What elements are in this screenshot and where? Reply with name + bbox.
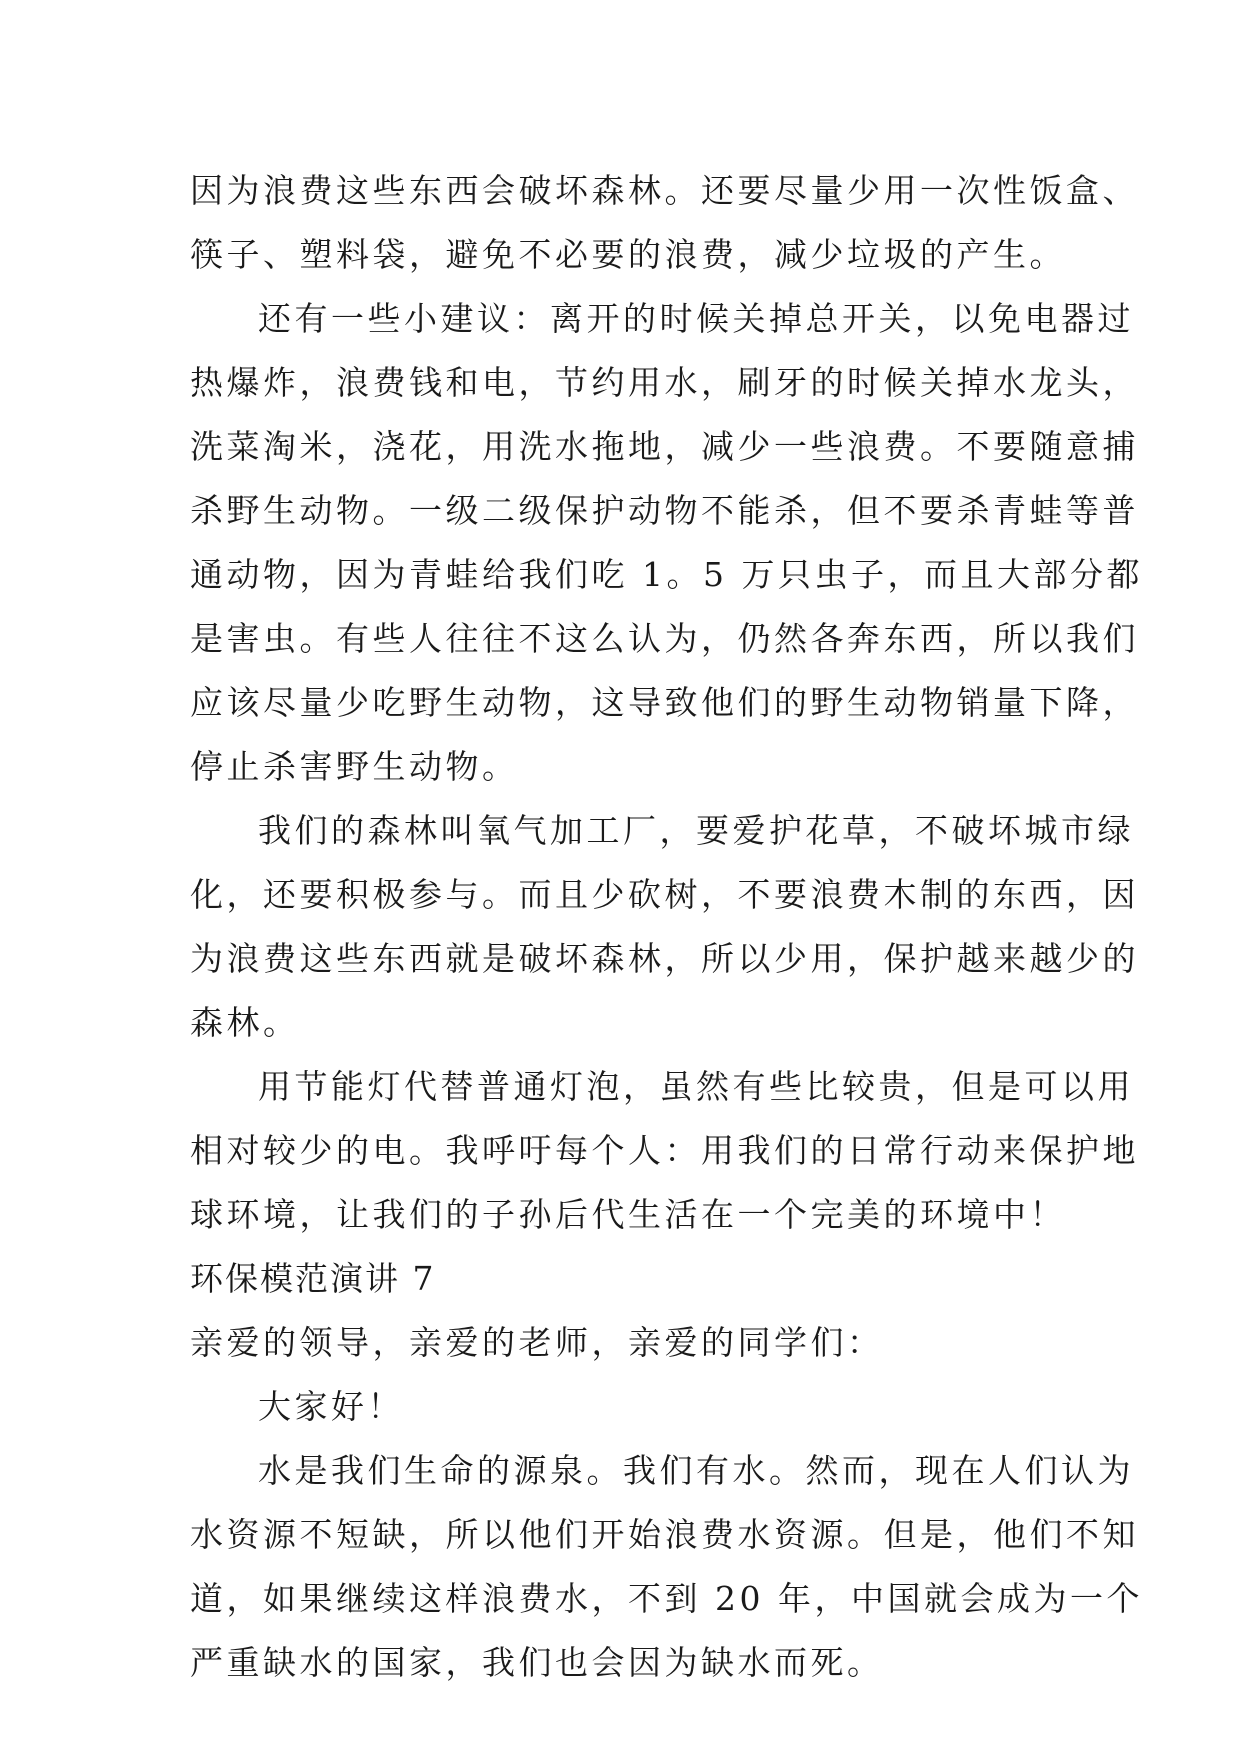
document-body (190, 159, 1143, 1695)
text-line: 相对较少的电。我呼吁每个人：用我们的日常行动来保护地 (190, 1131, 1139, 1170)
text-line: 热爆炸，浪费钱和电，节约用水，刷牙的时候关掉水龙头， (190, 363, 1139, 402)
section-heading: 环保模范演讲 7 (190, 1259, 436, 1298)
text-line: 球环境，让我们的子孙后代生活在一个完美的环境中！ (190, 1195, 1066, 1234)
text-line: 还有一些小建议：离开的时候关掉总开关，以免电器过 (258, 299, 1134, 338)
text-line: 停止杀害野生动物。 (190, 747, 519, 786)
salutation: 亲爱的领导，亲爱的老师，亲爱的同学们： (190, 1323, 884, 1362)
text-line: 用节能灯代替普通灯泡，虽然有些比较贵，但是可以用 (258, 1067, 1134, 1106)
text-line: 洗菜淘米，浇花，用洗水拖地，减少一些浪费。不要随意捕 (190, 427, 1139, 466)
text-line: 我们的森林叫氧气加工厂，要爱护花草，不破坏城市绿 (258, 811, 1134, 850)
text-line: 为浪费这些东西就是破坏森林，所以少用，保护越来越少的 (190, 939, 1139, 978)
text-line: 水资源不短缺，所以他们开始浪费水资源。但是，他们不知 (190, 1515, 1139, 1554)
text-line: 是害虫。有些人往往不这么认为，仍然各奔东西，所以我们 (190, 619, 1139, 658)
text-line: 森林。 (190, 1003, 300, 1042)
text-line: 因为浪费这些东西会破坏森林。还要尽量少用一次性饭盒、 (190, 171, 1139, 210)
text-line: 道，如果继续这样浪费水，不到 20 年，中国就会成为一个 (190, 1579, 1143, 1618)
text-line: 化，还要积极参与。而且少砍树，不要浪费木制的东西，因 (190, 875, 1139, 914)
greeting: 大家好！ (258, 1387, 404, 1426)
text-line: 杀野生动物。一级二级保护动物不能杀，但不要杀青蛙等普 (190, 491, 1139, 530)
text-line: 严重缺水的国家，我们也会因为缺水而死。 (190, 1643, 884, 1682)
text-line: 通动物，因为青蛙给我们吃 1。5 万只虫子，而且大部分都 (190, 555, 1143, 594)
text-line: 筷子、塑料袋，避免不必要的浪费，减少垃圾的产生。 (190, 235, 1066, 274)
text-line: 水是我们生命的源泉。我们有水。然而，现在人们认为 (258, 1451, 1134, 1490)
text-line: 应该尽量少吃野生动物，这导致他们的野生动物销量下降， (190, 683, 1139, 722)
